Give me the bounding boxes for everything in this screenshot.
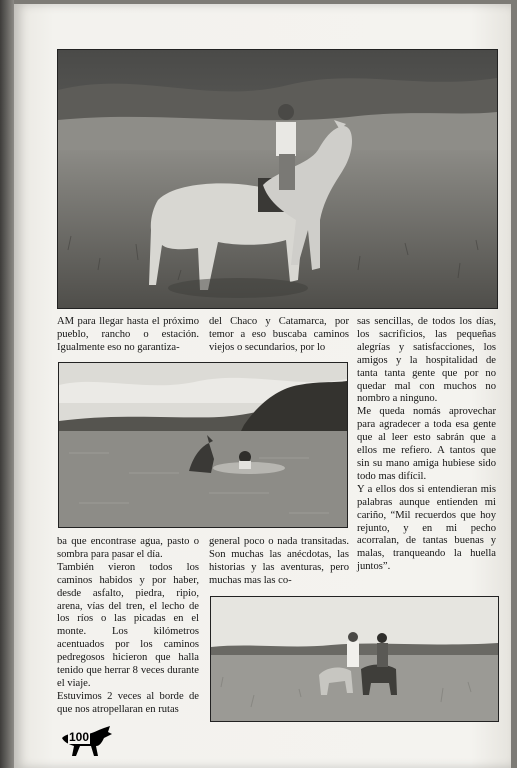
paragraph: general poco o nada transitadas. Son muchas las anécdotas, las historias y las aventuras, pero muchas mas las co- <box>209 536 349 586</box>
paragraph: Me queda nomás aprovechar para agradecer a toda esa gente que al leer esto sabrán que a ellos me refiero. A tantos que sin su mano amiga hubiese sido todo mas difícil. <box>357 406 496 482</box>
book-spine-shadow <box>0 0 14 768</box>
paragraph: ba que encontrase agua, pasto o sombra para pasar el día. <box>57 536 199 560</box>
paragraph: También vieron todos los caminos habidos y por haber, desde asfalto, piedra, ripio, arena, vías del tren, el lecho de los ríos o las picadas en el monte. Los kilómetros acentuados por los caminos pedregosos hicieron que halla tenido que herrar 8 veces durante el viaje. <box>57 561 199 689</box>
page-number: 100 <box>69 730 90 744</box>
text-column-bottom-mid <box>209 536 349 588</box>
photo-rider-with-horses <box>57 49 498 309</box>
text-column-right <box>357 316 496 574</box>
paragraph: del Chaco y Catamarca, por temor a eso buscaba caminos viejos o secundarios, por lo <box>209 316 349 353</box>
page-number-block <box>58 724 118 758</box>
paragraph: sas sencillas, de todos los días, los sacrificios, las pequeñas alegrías y satisfacciones, los amigos y la hospitalidad de tanta tanta gente que por no quedar mal con muchos no nombro a ninguno. <box>357 316 496 405</box>
paragraph: Y a ellos dos si entendieran mis palabras aunque entienden mi cariño, “Mil recuerdos que hoy rejunto, y en mi pecho acorralan, de tantas buenas y malas, tranqueando la huella juntos”. <box>357 483 496 573</box>
photo-horse-swimming-river <box>58 362 348 528</box>
paragraph: Estuvimos 2 veces al borde de que nos atropellaran en rutas <box>57 690 199 715</box>
text-column-top-left <box>57 316 199 355</box>
text-column-top-mid <box>209 316 349 355</box>
paragraph: AM para llegar hasta el próximo pueblo, rancho o estación. Igualmente eso no garantiza- <box>57 316 199 353</box>
text-column-bottom-left <box>57 536 199 717</box>
photo-riders-in-field <box>210 596 499 722</box>
